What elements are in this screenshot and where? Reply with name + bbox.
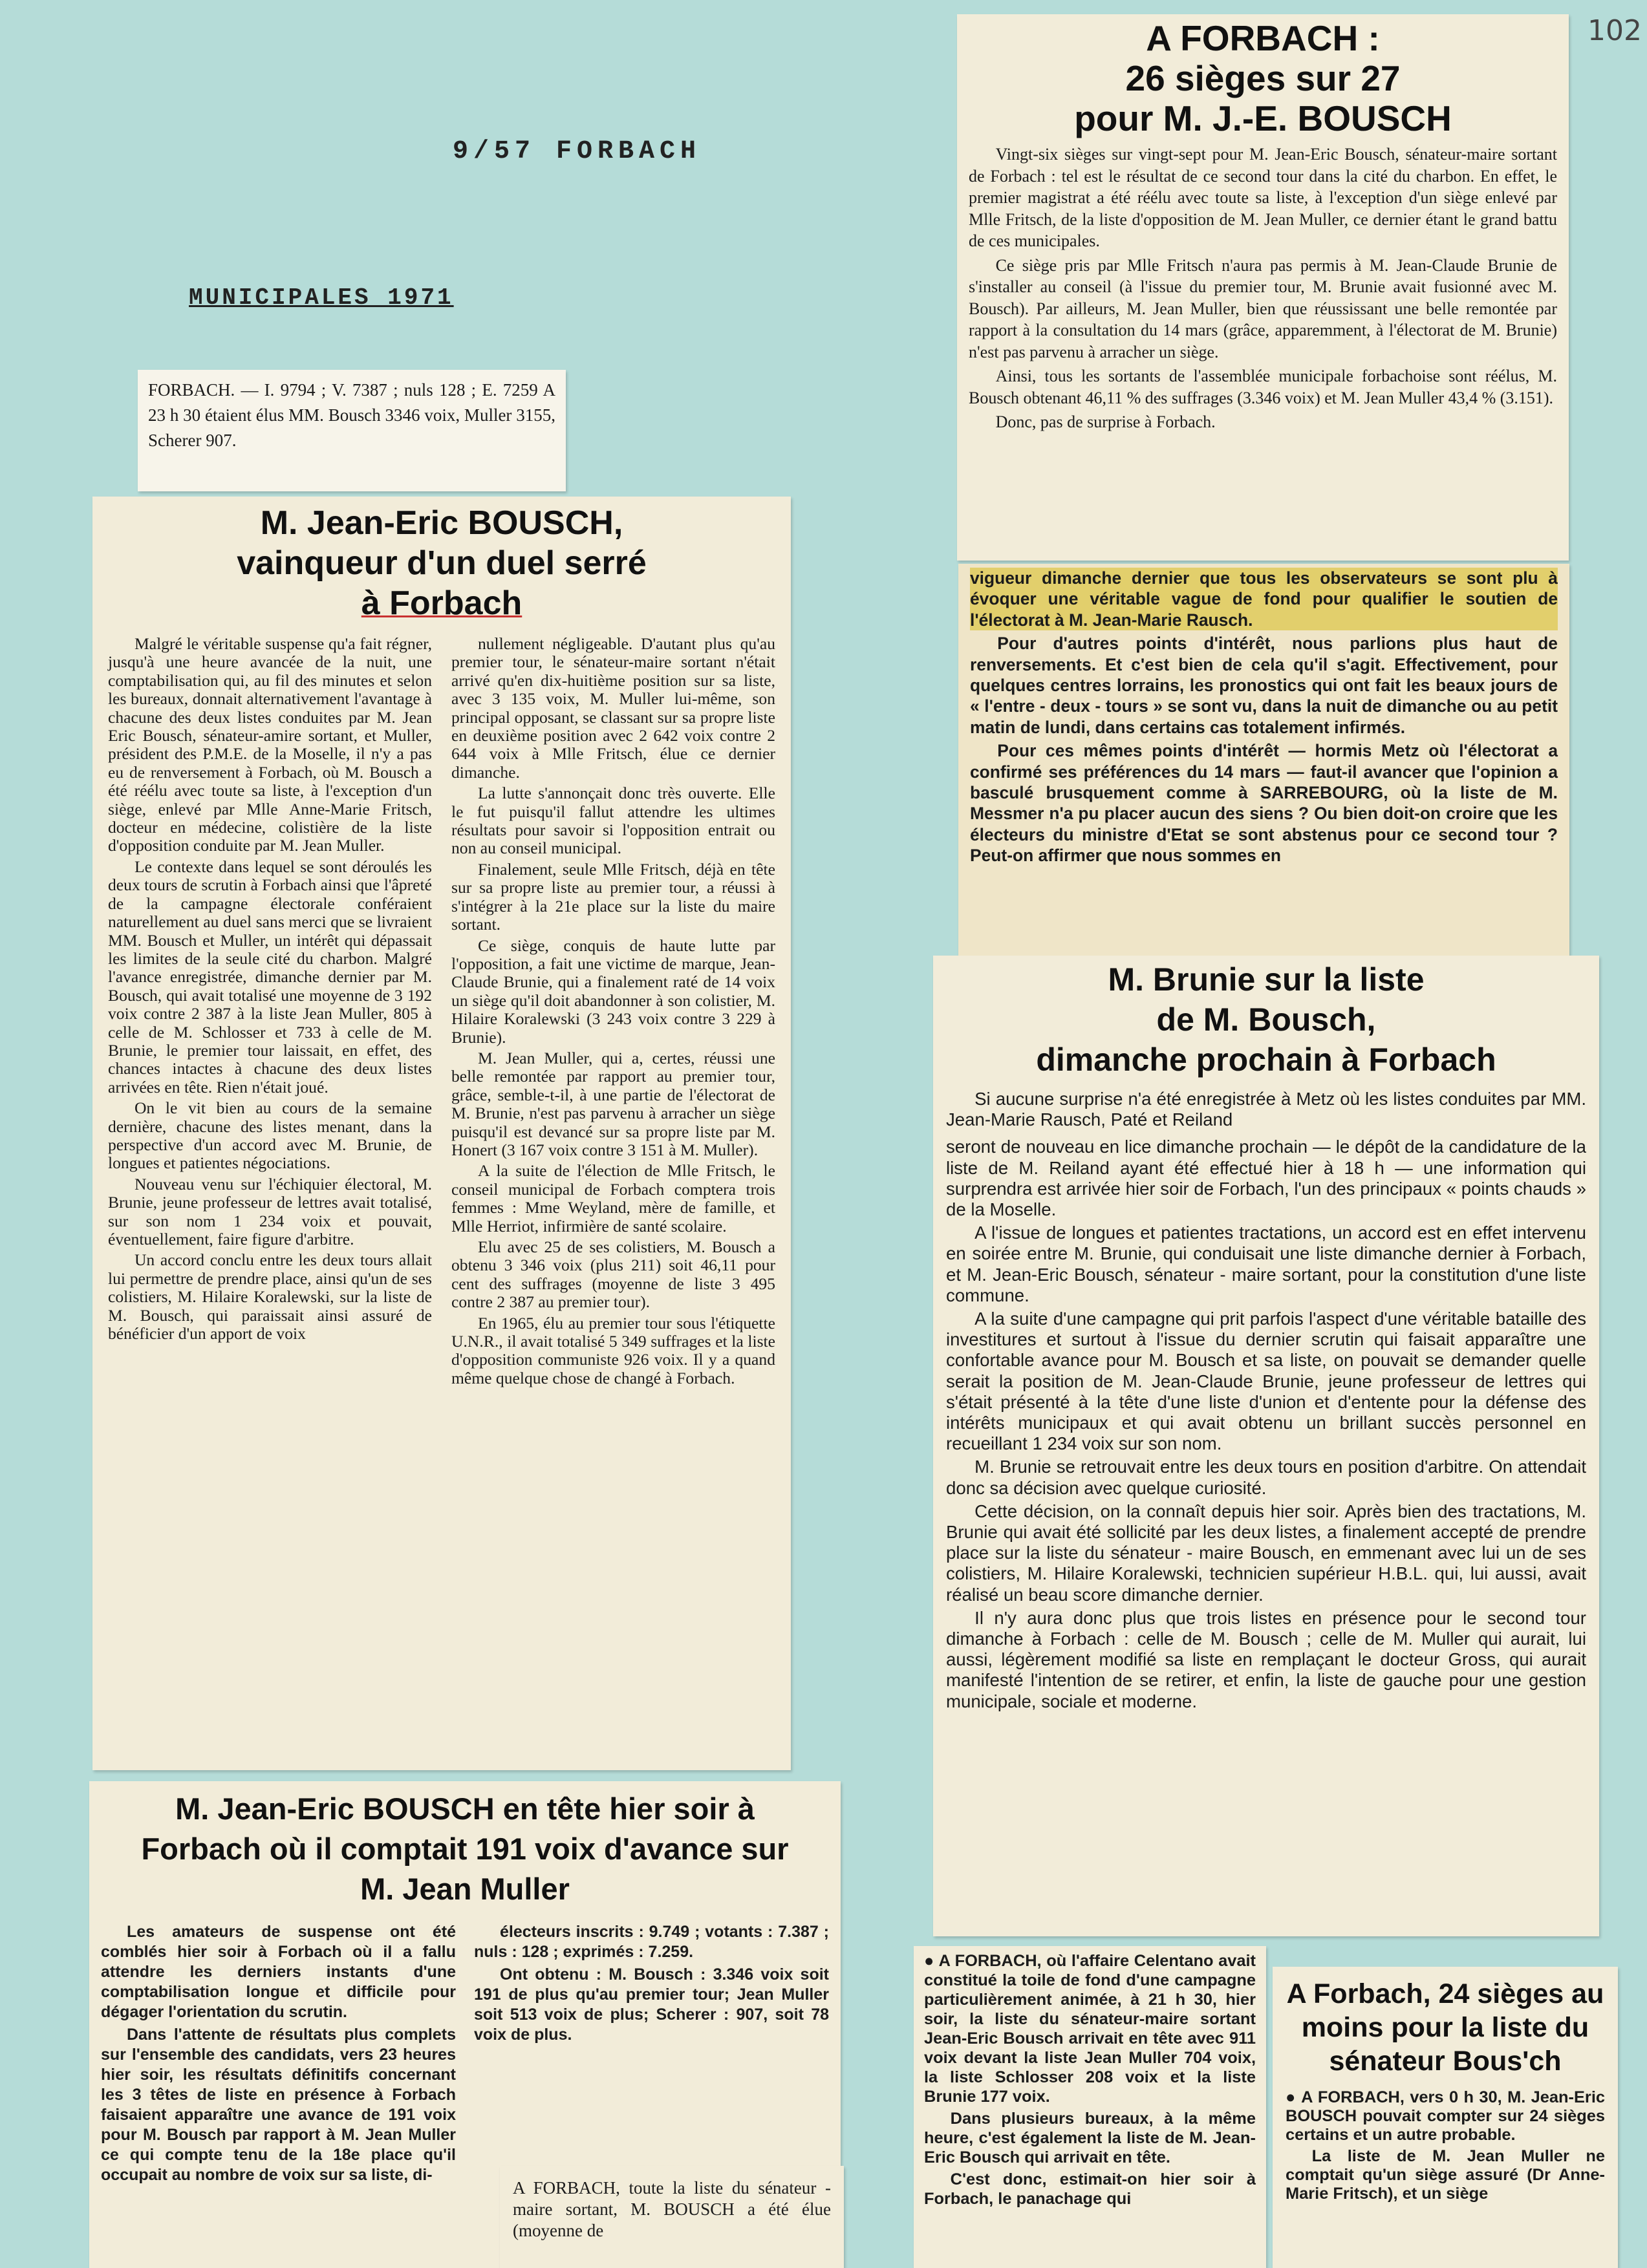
article-celentano: ● A FORBACH, où l'affaire Celentano avait constitué la toile de fond d'une campagne particulièrement animée, à 21 h 30, hier soir, la liste du sénateur-maire sortant Jean-Eric Bousch arrivait en tête avec 911 voix devant la liste Jean Muller 704 voix, la liste Schlosser 208 voix et la liste Brunie 177 voix. Dans plusieurs bureaux, à la même heure, c'est également la liste de M. Jean-Eric Bousch qui arrivait en tête. C'est donc, estimait-on hier soir à Forbach, le panachage qui (914, 1946, 1266, 2268)
article-duel (92, 497, 791, 1770)
article-brunie: M. Brunie sur la liste de M. Bousch, dimanche prochain à Forbach Si aucune surprise n'a été enregistrée à Metz où les listes conduites par MM. Jean-Marie Rausch, Paté et Reiland seront de nouveau en lice dimanche prochain — le dépôt de la candidature de la liste de M. Reiland ayant été effectué hier à 18 h — une information qui surprendra est arrivée hier soir de Forbach, l'un des principaux « points chauds » de la Moselle. A l'issue de longues et patientes tractations, un accord est en effet intervenu en soirée entre M. Brunie, qui conduisait une liste dimanche dernier à Forbach, et M. Jean-Eric Bousch, sénateur - maire sortant, pour la constitution d'une liste commune. A la suite d'une campagne qui prit parfois l'aspect d'une véritable bataille des investitures et surtout à l'issue du dernier scrutin qui faisait apparaître une confortable avance pour M. Bousch et sa liste, on pouvait se demander quelle serait la position de M. Jean-Claude Brunie, jeune professeur de lettres qui s'était présenté à la tête d'une liste d'union et d'entente pour la défense des intérêts municipaux et qui avait obtenu un brillant succès personnel en recueillant 1 234 voix sur son nom. M. Brunie se retrouvait entre les deux tours en position d'arbitre. On attendait donc sa décision avec quelque curiosité. Cette décision, on la connaît depuis hier soir. Après bien des tractations, M. Brunie qui avait été sollicité par les deux listes, a finalement accepté de prendre place sur la liste du sénateur - maire Bousch, en emmenant avec lui un de ses colistiers, M. Hilaire Koralewski, technicien supérieur H.B.L. qui, lui aussi, avait réalisé un beau score dimanche dernier. Il n'y aura donc plus que trois listes en présence pour le second tour dimanche à Forbach : celle de M. Bousch ; celle de M. Muller qui aurait, lui aussi, légèrement modifié sa liste en remplaçant le docteur Gross, qui aurait manifesté l'intention de se retirer, et enfin, la liste de gauche pour une gestion municipale, sociale et moderne. (933, 956, 1599, 1936)
article-brunie-intro: Si aucune surprise n'a été enregistrée à Metz où les listes conduites par MM. Jean-Marie Rausch, Paté et Reiland (946, 1089, 1586, 1130)
article-191-col1: Les amateurs de suspense ont été comblés hier soir à Forbach où il a fallu attendre les derniers instants d'une comptabilisation longue et difficile pour dégager l'orientation du scrutin. Dans l'attente de résultats plus complets sur l'ensemble des candidats, vers 23 heures hier soir, les résultats définitifs concernant les 3 têtes de liste en présence à Forbach faisaient apparaître une avance de 191 voix pour M. Bousch par rapport à M. Jean Muller ce qui compte tenu de la 18e place qu'il occupait au nombre de voix sur sa liste, di- (101, 1923, 456, 2184)
article-26-27: A FORBACH : 26 sièges sur 27 pour M. J.-E. BOUSCH Vingt-six sièges sur vingt-sept pour M. Jean-Eric Bousch, sénateur-maire sortant de Forbach : tel est le résultat de ce second tour dans la cité du charbon. En effet, le premier magistrat a été réélu avec toute sa liste, à l'exception d'un siège enlevé par Mlle Fritsch, de la liste d'opposition de M. Jean Muller, ce dernier étant le grand battu de ces municipales. Ce siège pris par Mlle Fritsch n'aura pas permis à M. Jean-Claude Brunie de s'installer au conseil (à l'issue du premier tour, M. Brunie avait fusionné avec M. Bousch). Par ailleurs, M. Jean Muller, bien que réussissant une belle remontée par rapport à la consultation du 14 mars (grâce, apparemment, à l'électorat de M. Brunie) n'est pas parvenu à arracher un siège. Ainsi, tous les sortants de l'assemblée municipale forbachoise sont réélus, M. Bousch obtenant 46,11 % des suffrages (3.346 voix) et M. Jean Muller 43,4 % (3.151). Donc, pas de surprise à Forbach. (957, 14, 1569, 561)
article-brunie-title: M. Brunie sur la liste de M. Bousch, dimanche prochain à Forbach (1036, 961, 1496, 1078)
dossier-label: 9/57 FORBACH (453, 137, 702, 166)
article-duel-col2: nullement négligeable. D'autant plus qu'au premier tour, le sénateur-maire sortant n'était arrivé qu'en dix-huitième position sur sa liste, avec 3 135 voix, M. Muller lui-même, son principal opposant, se classant sur sa propre liste en deuxième position avec 2 642 voix contre 2 644 voix à Mlle Fritsch, élue ce dernier dimanche. La lutte s'annonçait donc très ouverte. Elle le fut puisqu'il fallut attendre les ultimes résultats pour savoir si l'opposition entrait ou non au conseil municipal. Finalement, seule Mlle Fritsch, déjà en tête sur sa propre liste au premier tour, a réussi à s'intégrer à la 21e place sur la liste du maire sortant. Ce siège, conquis de haute lutte par l'opposition, a fait une victime de marque, Jean-Claude Brunie, qui a finalement raté de 14 voix un siège qu'il doit abandonner à son colistier, M. Hilaire Koralewski (3 243 voix contre 3 229 à Brunie). M. Jean Muller, qui a, certes, réussi une belle remontée par rapport au premier tour, grâce, semble-t-il, à une partie de l'électorat de M. Brunie, n'est pas parvenu à arracher un siège puisqu'il est devancé sur sa propre liste par M. Honert (3 167 voix contre 3 151 à M. Muller). A la suite de l'élection de Mlle Fritsch, le conseil municipal de Forbach comptera trois femmes : Mme Weyland, mère de famille, et Mlle Herriot, infirmière de santé scolaire. Elu avec 25 de ses colistiers, M. Bousch a obtenu 3 346 voix (plus 211) soit 46,11 pour cent des suffrages (moyenne de liste 3 495 contre 2 387 au premier tour). En 1965, élu au premier tour sous l'étiquette U.N.R., il avait totalisé 5 349 suffrages et la liste d'opposition communiste 926 voix. Il y a quand même quelque chose de changé à Forbach. (451, 634, 775, 1387)
article-duel-title: M. Jean-Eric BOUSCH, vainqueur d'un duel serré à Forbach (237, 504, 647, 622)
results-box-text: FORBACH. — I. 9794 ; V. 7387 ; nuls 128 ; E. 7259 A 23 h 30 étaient élus MM. Bousch 3346 voix, Muller 3155, Scherer 907. (148, 380, 555, 450)
article-24-title: A Forbach, 24 sièges au moins pour la liste du sénateur Bous'ch (1286, 1978, 1604, 2077)
page-number: 102 (1588, 14, 1642, 47)
article-24: A Forbach, 24 sièges au moins pour la liste du sénateur Bous'ch ● A FORBACH, vers 0 h 30, M. Jean-Eric BOUSCH pouvait compter sur 24 sièges certains et un autre probable. La liste de M. Jean Muller ne comptait qu'un siège assuré (Dr Anne-Marie Fritsch), et un siège (1273, 1967, 1618, 2268)
article-191-title: M. Jean-Eric BOUSCH en tête hier soir à Forbach où il comptait 191 voix d'avance sur M. Jean Muller (141, 1792, 789, 1906)
article-191-col2: électeurs inscrits : 9.749 ; votants : 7.387 ; nuls : 128 ; exprimés : 7.259. Ont obtenu : M. Bousch : 3.346 voix soit 191 de plus qu'au premier tour; Jean Muller soit 513 voix de plus; Scherer : 907, soit 78 voix de plus. (474, 1923, 829, 2044)
article-toute-liste: A FORBACH, toute la liste du sénateur - maire sortant, M. BOUSCH a été élue (moyenne de (500, 2166, 844, 2268)
article-duel-col1: Malgré le véritable suspense qu'a fait régner, jusqu'à une heure avancée de la nuit, une comptabilisation qui, au fil des minutes et selon les bureaux, donnait alternativement l'avantage à chacune des deux listes conduites par M. Jean Eric Bousch, sénateur-amire sortant, et Muller, président des P.M.E. de la Moselle, il n'y a pas eu de renversement à Forbach, où M. Bousch a été réélu avec toute sa liste, à l'exception d'un siège, enlevé par Mlle Anne-Marie Fritsch, docteur en médecine, colistière de la liste d'opposition conduite par M. Jean Muller. Le contexte dans lequel se sont déroulés les deux tours de scrutin à Forbach ainsi que l'âpreté de la campagne électorale conféraient naturellement au duel sans merci que se livraient MM. Bousch et Muller, un intérêt qui dépassait les limites de la seule cité du charbon. Malgré l'avance enregistrée, dimanche dernier par M. Bousch, qui avait totalisé une moyenne de 3 192 voix contre 2 387 à la liste Jean Muller, 805 à celle de M. Schlosser et 733 à celle de M. Brunie, le premier tour laissait, en effet, des chances intactes à chacune des deux listes arrivées en tête. Rien n'était joué. On le vit bien au cours de la semaine dernière, chacune des listes menant, dans la perspective d'un accord avec M. Brunie, de longues et patientes négociations. Nouveau venu sur l'échiquier électoral, M. Brunie, jeune professeur de lettres avait totalisé, sur son nom 1 234 voix et pouvait, éventuellement, faire figure d'arbitre. Un accord conclu entre les deux tours allait lui permettre de prendre place, ainsi qu'un de ses colistiers, M. Hilaire Koralewski, sur la liste de M. Bousch, qui paraissait ainsi assuré de bénéficier d'un apport de voix (108, 634, 432, 1343)
section-label: MUNICIPALES 1971 (189, 284, 454, 311)
article-26-27-title: A FORBACH : 26 sièges sur 27 pour M. J.-E. BOUSCH (1074, 18, 1452, 138)
article-vague: vigueur dimanche dernier que tous les observateurs se sont plu à évoquer une véritable vague de fond pour qualifier le soutien de l'électorat à M. Jean-Marie Rausch. Pour d'autres points d'intérêt, nous parlions plus haut de renversements. Et c'est bien de cela qu'il s'agit. Effectivement, pour quelques centres lorrains, les pronostics qui ont fait les beaux jours de « l'entre - deux - tours » se sont vu, dans la nuit de dimanche ou au petit matin de lundi, dans certains cas totalement infirmés. Pour ces mêmes points d'intérêt — hormis Metz où l'électorat a confirmé ses préférences du 14 mars — faut-il avancer que l'opinion a basculé brusquement comme à SARREBOURG, où la liste de M. Messmer n'a pu placer aucun des siens ? Ou bien doit-on croire que les électeurs du ministre d'Etat se sont abstenus pour ce second tour ? Peut-on affirmer que nous sommes en (958, 564, 1569, 959)
results-box (138, 370, 566, 491)
